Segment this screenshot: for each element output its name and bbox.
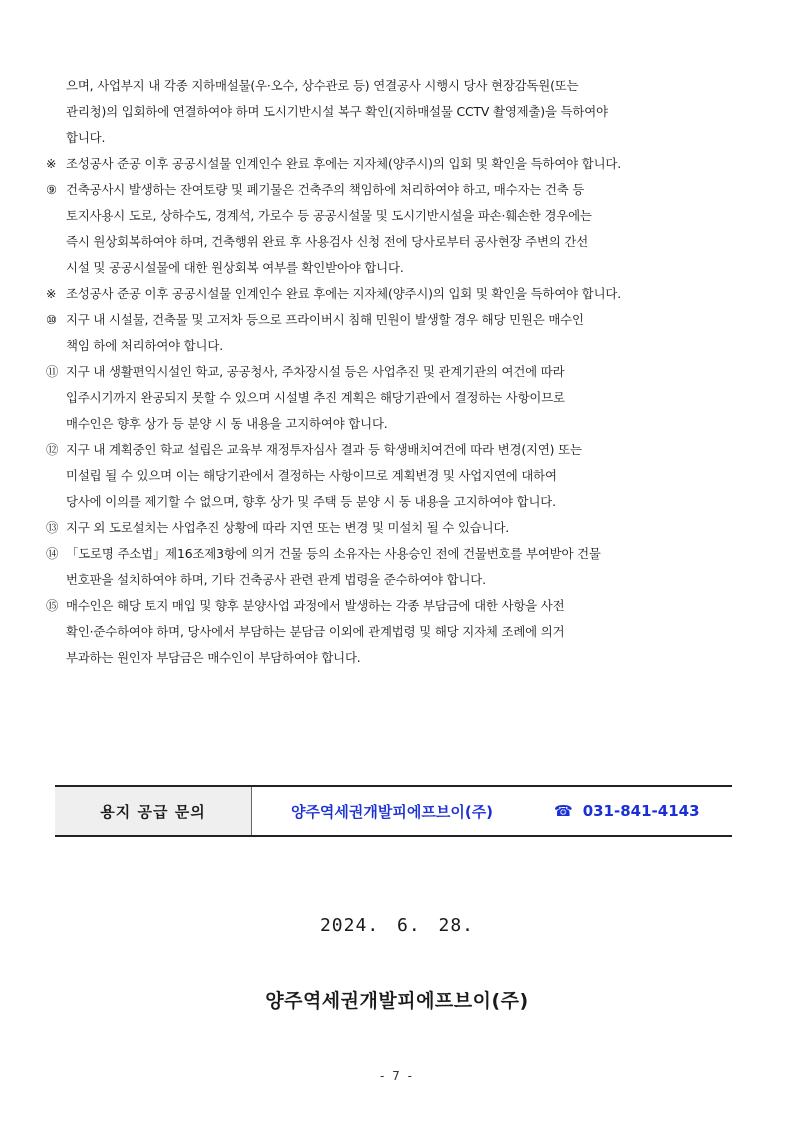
item-text: 지구 내 계획중인 학교 설립은 교육부 재정투자심사 결과 등 학생배치여건에 따라 변경(지연) 또는 <box>66 442 582 457</box>
item-marker <box>46 333 66 359</box>
issuer-name: 양주역세권개발피에프브이(주) <box>265 990 529 1012</box>
item-marker: ※ <box>46 286 57 301</box>
item-marker: ⑬ <box>46 520 59 535</box>
notice-line <box>46 541 744 567</box>
notice-line <box>46 307 744 333</box>
notice-line <box>46 281 744 307</box>
item-text: 지구 외 도로설치는 사업추진 상황에 따라 지연 또는 변경 및 미설치 될 수 있습니다. <box>66 520 510 535</box>
item-text: 시설 및 공공시설물에 대한 원상회복 여부를 확인받아야 합니다. <box>66 260 404 275</box>
notice-line <box>46 645 744 671</box>
notice-line <box>46 333 744 359</box>
notice-line <box>46 177 744 203</box>
item-marker: ⑭ <box>46 546 59 561</box>
item-marker: ⑫ <box>46 442 59 457</box>
notice-line <box>46 463 744 489</box>
notice-line <box>46 437 744 463</box>
item-marker <box>46 619 66 645</box>
item-text: 확인·준수하여야 하며, 당사에서 부담하는 분담금 이외에 관계법령 및 해당 지자체 조례에 의거 <box>66 624 565 639</box>
notice-line <box>46 567 744 593</box>
item-marker: ⑮ <box>46 598 59 613</box>
item-marker: ⑩ <box>46 312 57 327</box>
item-text: 지구 내 시설물, 건축물 및 고저차 등으로 프라이버시 침해 민원이 발생할 경우 해당 민원은 매수인 <box>66 312 584 327</box>
item-marker: ※ <box>46 156 57 171</box>
notice-line <box>46 385 744 411</box>
item-marker <box>46 99 66 125</box>
contact-phone <box>532 787 700 835</box>
contact-company: 양주역세권개발피에프브이(주) <box>290 802 494 821</box>
item-text: 번호판을 설치하여야 하며, 기타 건축공사 관련 관계 법령을 준수하여야 합니다. <box>66 572 486 587</box>
notice-line <box>46 229 744 255</box>
item-text: 지구 내 생활편익시설인 학교, 공공청사, 주차장시설 등은 사업추진 및 관계기관의 여건에 따라 <box>66 364 565 379</box>
notice-line <box>46 593 744 619</box>
notice-line <box>46 203 744 229</box>
item-marker <box>46 255 66 281</box>
item-text: 합니다. <box>66 130 106 145</box>
item-text: 매수인은 해당 토지 매입 및 향후 분양사업 과정에서 발생하는 각종 부담금에 대한 사항을 사전 <box>66 598 565 613</box>
notice-line <box>46 255 744 281</box>
item-text: 조성공사 준공 이후 공공시설물 인계인수 완료 후에는 지자체(양주시)의 입회 및 확인을 득하여야 합니다. <box>66 156 622 171</box>
notice-line <box>46 359 744 385</box>
item-marker <box>46 203 66 229</box>
phone-icon: ☎ <box>554 802 573 820</box>
page-number: - 7 - <box>380 1069 414 1083</box>
item-text: 입주시기까지 완공되지 못할 수 있으며 시설별 추진 계획은 해당기관에서 결정하는 사항이므로 <box>66 390 565 405</box>
notice-line <box>46 99 744 125</box>
item-text: 토지사용시 도로, 상하수도, 경계석, 가로수 등 공공시설물 및 도시기반시설을 파손·훼손한 경우에는 <box>66 208 592 223</box>
item-marker <box>46 567 66 593</box>
notice-line <box>46 515 744 541</box>
item-marker <box>46 73 66 99</box>
item-text: 즉시 원상회복하여야 하며, 건축행위 완료 후 사용검사 신청 전에 당사로부터 공사현장 주변의 간선 <box>66 234 589 249</box>
contact-table <box>55 785 732 837</box>
item-marker <box>46 645 66 671</box>
item-text: 관리청)의 입회하에 연결하여야 하며 도시기반시설 복구 확인(지하매설물 CCTV 촬영제출)을 득하여야 <box>66 104 608 119</box>
contact-label: 용지 공급 문의 <box>55 787 252 835</box>
issue-date: 2024. 6. 28. <box>319 915 475 936</box>
item-text: 부과하는 원인자 부담금은 매수인이 부담하여야 합니다. <box>66 650 361 665</box>
item-marker <box>46 385 66 411</box>
item-text: 으며, 사업부지 내 각종 지하매설물(우·오수, 상수관로 등) 연결공사 시행시 당사 현장감독원(또는 <box>66 78 579 93</box>
notice-line <box>46 125 744 151</box>
item-marker <box>46 411 66 437</box>
item-marker: ⑪ <box>46 364 59 379</box>
item-text: 「도로명 주소법」제16조제3항에 의거 건물 등의 소유자는 사용승인 전에 건물번호를 부여받아 건물 <box>66 546 601 561</box>
notice-line <box>46 73 744 99</box>
notice-line <box>46 151 744 177</box>
item-text: 조성공사 준공 이후 공공시설물 인계인수 완료 후에는 지자체(양주시)의 입회 및 확인을 득하여야 합니다. <box>66 286 622 301</box>
item-text: 매수인은 향후 상가 등 분양 시 동 내용을 고지하여야 합니다. <box>66 416 388 431</box>
item-marker <box>46 125 66 151</box>
notice-line <box>46 411 744 437</box>
item-text: 건축공사시 발생하는 잔여토량 및 폐기물은 건축주의 책임하에 처리하여야 하고, 매수자는 건축 등 <box>66 182 585 197</box>
item-marker <box>46 489 66 515</box>
item-text: 미설립 될 수 있으며 이는 해당기관에서 결정하는 사항이므로 계획변경 및 사업지연에 대하여 <box>66 468 557 483</box>
notice-line <box>46 619 744 645</box>
notice-line <box>46 489 744 515</box>
item-text: 당사에 이의를 제기할 수 없으며, 향후 상가 및 주택 등 분양 시 동 내용을 고지하여야 합니다. <box>66 494 556 509</box>
item-marker: ⑨ <box>46 182 57 197</box>
notice-list <box>46 73 744 671</box>
phone-number: 031-841-4143 <box>582 802 700 820</box>
item-marker <box>46 463 66 489</box>
item-marker <box>46 229 66 255</box>
item-text: 책임 하에 처리하여야 합니다. <box>66 338 223 353</box>
